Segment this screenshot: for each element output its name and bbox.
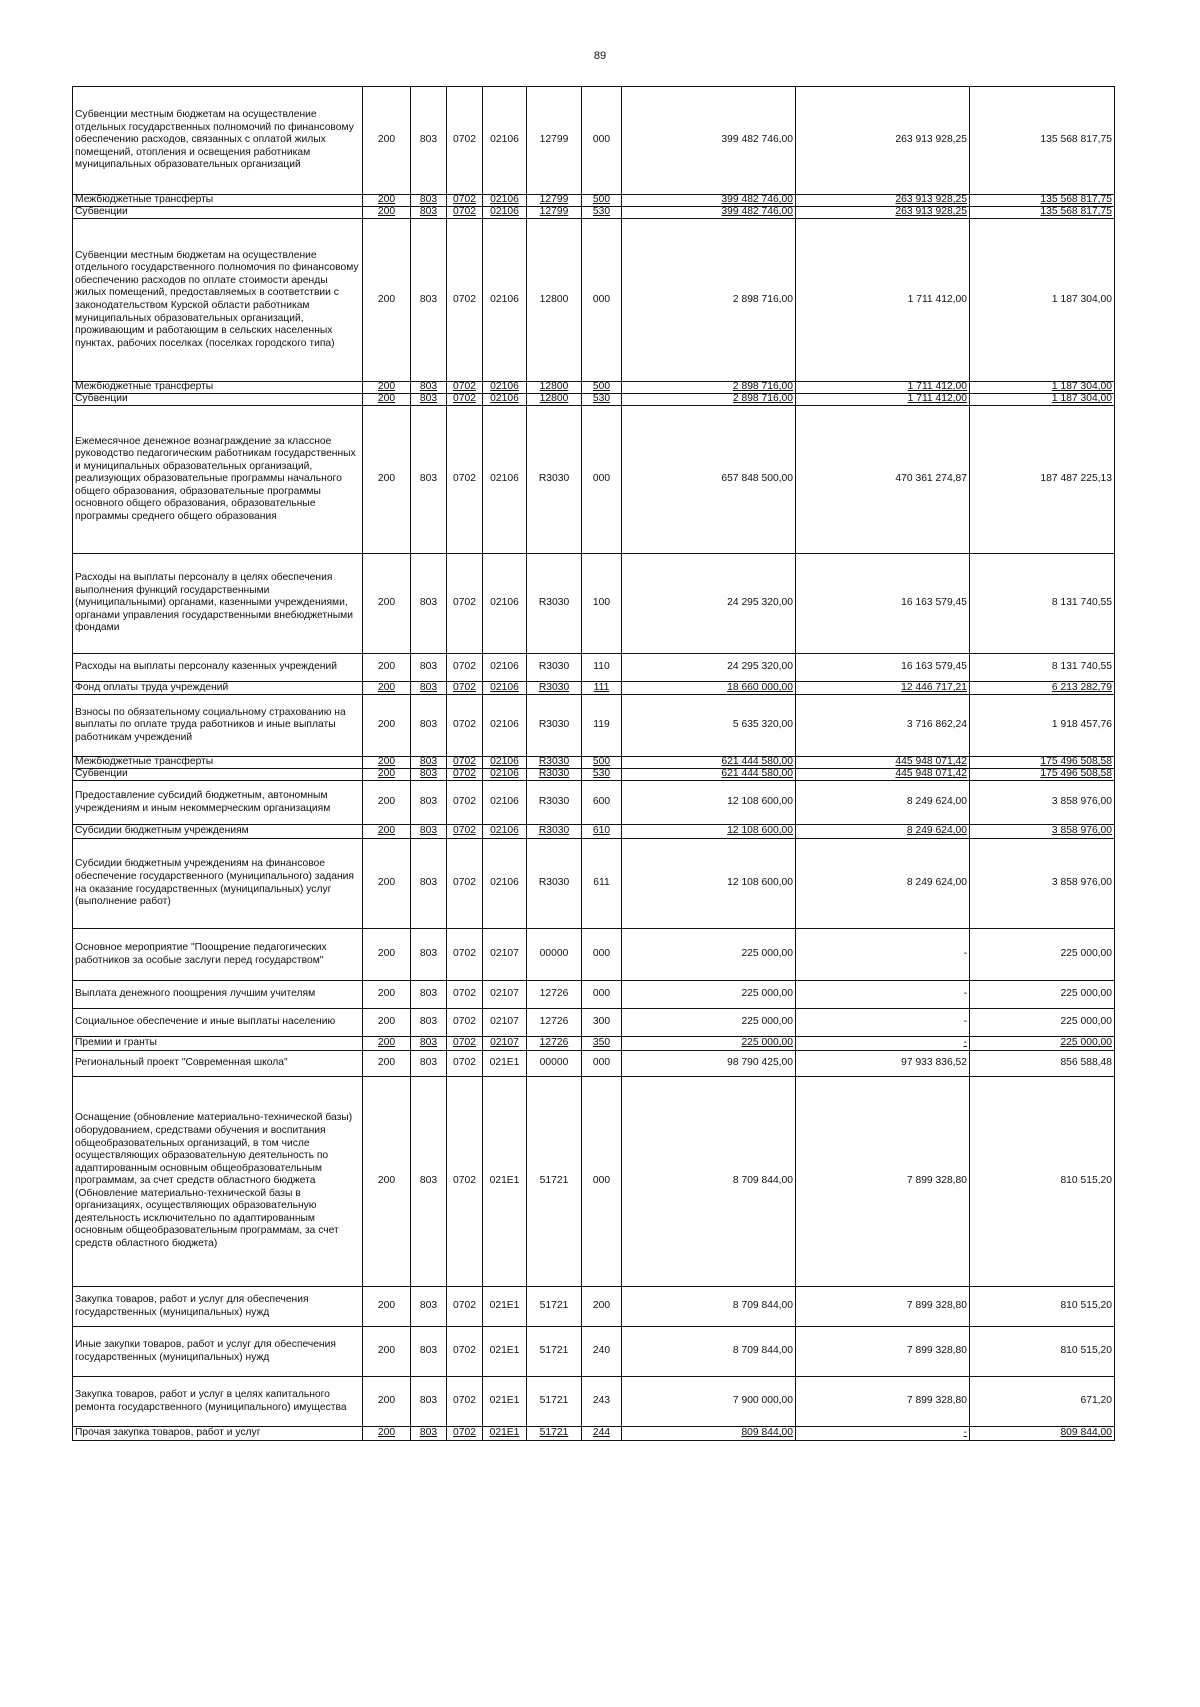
code-section: 0702 (447, 1077, 483, 1287)
table-row (73, 695, 1115, 757)
row-label: Региональный проект "Современная школа" (73, 1051, 363, 1077)
code-dept: 803 (411, 695, 447, 757)
code-program: 02106 (483, 406, 527, 554)
code-section: 0702 (447, 682, 483, 695)
amount-executed: 1 711 412,00 (796, 394, 970, 406)
code-dept: 803 (411, 1051, 447, 1077)
amount-remaining: 810 515,20 (970, 1327, 1115, 1377)
amount-executed: 263 913 928,25 (796, 87, 970, 195)
code-direction: R3030 (527, 769, 582, 781)
code-dept: 803 (411, 87, 447, 195)
amount-planned: 399 482 746,00 (622, 207, 796, 219)
code-expense-type: 530 (582, 207, 622, 219)
amount-executed: 263 913 928,25 (796, 207, 970, 219)
amount-executed: 1 711 412,00 (796, 219, 970, 382)
amount-remaining: 135 568 817,75 (970, 87, 1115, 195)
code-section: 0702 (447, 981, 483, 1009)
code-expense-type: 244 (582, 1427, 622, 1441)
code-dept: 803 (411, 769, 447, 781)
code-expense-type: 110 (582, 654, 622, 682)
code-direction: 12726 (527, 1009, 582, 1037)
code-direction: R3030 (527, 825, 582, 839)
code-expense-type: 500 (582, 195, 622, 207)
amount-executed: - (796, 1037, 970, 1051)
code-admin: 200 (363, 1427, 411, 1441)
code-section: 0702 (447, 1377, 483, 1427)
code-direction: 12799 (527, 87, 582, 195)
code-section: 0702 (447, 554, 483, 654)
amount-planned: 24 295 320,00 (622, 654, 796, 682)
table-row (73, 87, 1115, 195)
code-program: 02106 (483, 382, 527, 394)
code-admin: 200 (363, 695, 411, 757)
code-direction: R3030 (527, 654, 582, 682)
amount-remaining: 8 131 740,55 (970, 554, 1115, 654)
code-program: 021E1 (483, 1077, 527, 1287)
code-expense-type: 243 (582, 1377, 622, 1427)
budget-table (72, 86, 1115, 1441)
amount-planned: 225 000,00 (622, 1009, 796, 1037)
code-program: 02106 (483, 554, 527, 654)
table-row (73, 825, 1115, 839)
code-expense-type: 000 (582, 219, 622, 382)
code-admin: 200 (363, 1077, 411, 1287)
code-section: 0702 (447, 695, 483, 757)
amount-executed: 445 948 071,42 (796, 769, 970, 781)
amount-executed: 16 163 579,45 (796, 554, 970, 654)
code-admin: 200 (363, 87, 411, 195)
code-dept: 803 (411, 195, 447, 207)
code-program: 02106 (483, 219, 527, 382)
code-direction: R3030 (527, 781, 582, 825)
code-direction: R3030 (527, 406, 582, 554)
code-dept: 803 (411, 682, 447, 695)
code-direction: 51721 (527, 1377, 582, 1427)
row-label: Закупка товаров, работ и услуг в целях капитального ремонта государственного (муниципального) имущества (73, 1377, 363, 1427)
amount-remaining: 1 918 457,76 (970, 695, 1115, 757)
code-direction: 12800 (527, 382, 582, 394)
row-label: Субсидии бюджетным учреждениям на финансовое обеспечение государственного (муниципального) задания на оказание государственных (муниципальных) услуг (выполнение работ) (73, 839, 363, 929)
row-label: Ежемесячное денежное вознаграждение за классное руководство педагогическим работникам государственных и муниципальных образовательных организаций, реализующих образовательные программы начального общего образования, образовательные программы основного общего образования, образовательные программы среднего общего образования (73, 406, 363, 554)
code-dept: 803 (411, 1327, 447, 1377)
amount-remaining: 175 496 508,58 (970, 757, 1115, 769)
amount-planned: 225 000,00 (622, 929, 796, 981)
code-direction: 12726 (527, 1037, 582, 1051)
code-expense-type: 000 (582, 981, 622, 1009)
row-label: Субвенции (73, 769, 363, 781)
amount-planned: 2 898 716,00 (622, 394, 796, 406)
table-row (73, 382, 1115, 394)
code-direction: R3030 (527, 695, 582, 757)
code-admin: 200 (363, 839, 411, 929)
code-program: 02107 (483, 1037, 527, 1051)
code-program: 02106 (483, 87, 527, 195)
code-section: 0702 (447, 929, 483, 981)
code-admin: 200 (363, 1009, 411, 1037)
code-direction: 12800 (527, 394, 582, 406)
amount-executed: 445 948 071,42 (796, 757, 970, 769)
code-section: 0702 (447, 382, 483, 394)
code-admin: 200 (363, 1287, 411, 1327)
amount-planned: 2 898 716,00 (622, 219, 796, 382)
code-program: 021E1 (483, 1051, 527, 1077)
amount-planned: 98 790 425,00 (622, 1051, 796, 1077)
code-program: 02106 (483, 757, 527, 769)
table-row (73, 781, 1115, 825)
row-label: Основное мероприятие "Поощрение педагогических работников за особые заслуги перед государством" (73, 929, 363, 981)
table-row (73, 1327, 1115, 1377)
table-row (73, 654, 1115, 682)
code-admin: 200 (363, 219, 411, 382)
code-expense-type: 350 (582, 1037, 622, 1051)
code-expense-type: 119 (582, 695, 622, 757)
code-section: 0702 (447, 825, 483, 839)
code-section: 0702 (447, 219, 483, 382)
code-section: 0702 (447, 769, 483, 781)
code-direction: 12799 (527, 195, 582, 207)
code-dept: 803 (411, 394, 447, 406)
code-section: 0702 (447, 406, 483, 554)
code-program: 02107 (483, 1009, 527, 1037)
amount-executed: 8 249 624,00 (796, 781, 970, 825)
amount-executed: 97 933 836,52 (796, 1051, 970, 1077)
code-program: 02106 (483, 682, 527, 695)
table-row (73, 757, 1115, 769)
amount-executed: 7 899 328,80 (796, 1077, 970, 1287)
code-direction: R3030 (527, 839, 582, 929)
code-admin: 200 (363, 654, 411, 682)
code-direction: 12726 (527, 981, 582, 1009)
code-program: 021E1 (483, 1287, 527, 1327)
amount-executed: 16 163 579,45 (796, 654, 970, 682)
code-section: 0702 (447, 757, 483, 769)
code-direction: R3030 (527, 554, 582, 654)
amount-planned: 621 444 580,00 (622, 757, 796, 769)
row-label: Расходы на выплаты персоналу в целях обеспечения выполнения функций государственными (муниципальными) органами, казенными учреждениями, органами управления государственными внебюджетными фондами (73, 554, 363, 654)
amount-remaining: 856 588,48 (970, 1051, 1115, 1077)
code-admin: 200 (363, 781, 411, 825)
amount-planned: 7 900 000,00 (622, 1377, 796, 1427)
row-label: Субвенции местным бюджетам на осуществление отдельных государственных полномочий по финансовому обеспечению расходов, связанных с оплатой жилых помещений, отопления и освещения работникам муниципальных образовательных организаций (73, 87, 363, 195)
code-admin: 200 (363, 1037, 411, 1051)
amount-planned: 18 660 000,00 (622, 682, 796, 695)
amount-planned: 225 000,00 (622, 981, 796, 1009)
row-label: Фонд оплаты труда учреждений (73, 682, 363, 695)
table-row (73, 981, 1115, 1009)
code-section: 0702 (447, 1327, 483, 1377)
amount-planned: 621 444 580,00 (622, 769, 796, 781)
code-section: 0702 (447, 654, 483, 682)
code-expense-type: 100 (582, 554, 622, 654)
code-direction: 00000 (527, 929, 582, 981)
row-label: Субсидии бюджетным учреждениям (73, 825, 363, 839)
amount-planned: 8 709 844,00 (622, 1287, 796, 1327)
code-admin: 200 (363, 394, 411, 406)
code-section: 0702 (447, 195, 483, 207)
amount-planned: 2 898 716,00 (622, 382, 796, 394)
code-admin: 200 (363, 682, 411, 695)
code-expense-type: 610 (582, 825, 622, 839)
amount-remaining: 3 858 976,00 (970, 781, 1115, 825)
code-section: 0702 (447, 1009, 483, 1037)
code-direction: R3030 (527, 682, 582, 695)
code-dept: 803 (411, 406, 447, 554)
code-program: 02106 (483, 695, 527, 757)
row-label: Предоставление субсидий бюджетным, автономным учреждениям и иным некоммерческим организациям (73, 781, 363, 825)
code-program: 02107 (483, 929, 527, 981)
code-expense-type: 600 (582, 781, 622, 825)
code-admin: 200 (363, 825, 411, 839)
amount-remaining: 135 568 817,75 (970, 195, 1115, 207)
amount-remaining: 3 858 976,00 (970, 839, 1115, 929)
code-direction: 51721 (527, 1427, 582, 1441)
row-label: Субвенции местным бюджетам на осуществление отдельного государственного полномочия по финансовому обеспечению расходов по оплате стоимости аренды жилых помещений, предоставляемых в соответствии с законодательством Курской области работникам муниципальных образовательных организаций, проживающим и работающим в сельских населенных пунктах, рабочих поселках (поселках городского типа) (73, 219, 363, 382)
table-row (73, 1051, 1115, 1077)
amount-planned: 12 108 600,00 (622, 825, 796, 839)
code-section: 0702 (447, 394, 483, 406)
code-direction: 51721 (527, 1327, 582, 1377)
code-expense-type: 000 (582, 1051, 622, 1077)
amount-executed: - (796, 1009, 970, 1037)
amount-executed: 7 899 328,80 (796, 1327, 970, 1377)
amount-planned: 809 844,00 (622, 1427, 796, 1441)
code-admin: 200 (363, 1377, 411, 1427)
code-expense-type: 500 (582, 757, 622, 769)
amount-remaining: 175 496 508,58 (970, 769, 1115, 781)
amount-remaining: 3 858 976,00 (970, 825, 1115, 839)
table-row (73, 195, 1115, 207)
code-dept: 803 (411, 981, 447, 1009)
code-section: 0702 (447, 1051, 483, 1077)
code-expense-type: 000 (582, 929, 622, 981)
amount-planned: 8 709 844,00 (622, 1327, 796, 1377)
code-program: 02106 (483, 781, 527, 825)
amount-planned: 399 482 746,00 (622, 87, 796, 195)
code-program: 02106 (483, 839, 527, 929)
row-label: Премии и гранты (73, 1037, 363, 1051)
code-dept: 803 (411, 1427, 447, 1441)
amount-remaining: 1 187 304,00 (970, 382, 1115, 394)
amount-remaining: 225 000,00 (970, 1037, 1115, 1051)
amount-remaining: 810 515,20 (970, 1077, 1115, 1287)
code-expense-type: 530 (582, 394, 622, 406)
table-row (73, 682, 1115, 695)
amount-executed: 7 899 328,80 (796, 1377, 970, 1427)
code-direction: 51721 (527, 1287, 582, 1327)
code-admin: 200 (363, 195, 411, 207)
amount-executed: - (796, 1427, 970, 1441)
amount-executed: 8 249 624,00 (796, 825, 970, 839)
amount-executed: - (796, 929, 970, 981)
table-row (73, 1037, 1115, 1051)
amount-executed: 3 716 862,24 (796, 695, 970, 757)
code-section: 0702 (447, 87, 483, 195)
amount-planned: 12 108 600,00 (622, 781, 796, 825)
code-program: 021E1 (483, 1377, 527, 1427)
row-label: Межбюджетные трансферты (73, 382, 363, 394)
code-dept: 803 (411, 1037, 447, 1051)
code-dept: 803 (411, 382, 447, 394)
code-dept: 803 (411, 757, 447, 769)
code-program: 02106 (483, 394, 527, 406)
code-expense-type: 000 (582, 1077, 622, 1287)
table-row (73, 1009, 1115, 1037)
row-label: Межбюджетные трансферты (73, 195, 363, 207)
code-expense-type: 240 (582, 1327, 622, 1377)
amount-planned: 12 108 600,00 (622, 839, 796, 929)
amount-executed: 1 711 412,00 (796, 382, 970, 394)
row-label: Субвенции (73, 207, 363, 219)
amount-remaining: 809 844,00 (970, 1427, 1115, 1441)
code-program: 02106 (483, 207, 527, 219)
amount-planned: 5 635 320,00 (622, 695, 796, 757)
code-admin: 200 (363, 981, 411, 1009)
code-section: 0702 (447, 1037, 483, 1051)
code-admin: 200 (363, 929, 411, 981)
table-row (73, 1377, 1115, 1427)
code-section: 0702 (447, 839, 483, 929)
code-dept: 803 (411, 1377, 447, 1427)
code-expense-type: 111 (582, 682, 622, 695)
amount-remaining: 671,20 (970, 1377, 1115, 1427)
amount-planned: 657 848 500,00 (622, 406, 796, 554)
code-expense-type: 530 (582, 769, 622, 781)
row-label: Взносы по обязательному социальному страхованию на выплаты по оплате труда работников и иные выплаты работникам учреждений (73, 695, 363, 757)
amount-remaining: 8 131 740,55 (970, 654, 1115, 682)
code-expense-type: 611 (582, 839, 622, 929)
code-section: 0702 (447, 781, 483, 825)
code-expense-type: 300 (582, 1009, 622, 1037)
code-expense-type: 000 (582, 87, 622, 195)
code-expense-type: 200 (582, 1287, 622, 1327)
code-expense-type: 500 (582, 382, 622, 394)
amount-remaining: 225 000,00 (970, 929, 1115, 981)
code-admin: 200 (363, 1327, 411, 1377)
table-row (73, 394, 1115, 406)
code-dept: 803 (411, 929, 447, 981)
code-admin: 200 (363, 382, 411, 394)
row-label: Межбюджетные трансферты (73, 757, 363, 769)
code-admin: 200 (363, 1051, 411, 1077)
row-label: Выплата денежного поощрения лучшим учителям (73, 981, 363, 1009)
code-direction: 12800 (527, 219, 582, 382)
amount-remaining: 225 000,00 (970, 1009, 1115, 1037)
amount-executed: - (796, 981, 970, 1009)
code-admin: 200 (363, 406, 411, 554)
code-program: 02106 (483, 654, 527, 682)
row-label: Социальное обеспечение и иные выплаты населению (73, 1009, 363, 1037)
code-admin: 200 (363, 757, 411, 769)
amount-remaining: 135 568 817,75 (970, 207, 1115, 219)
code-dept: 803 (411, 554, 447, 654)
code-dept: 803 (411, 654, 447, 682)
code-dept: 803 (411, 219, 447, 382)
code-admin: 200 (363, 207, 411, 219)
row-label: Субвенции (73, 394, 363, 406)
code-expense-type: 000 (582, 406, 622, 554)
code-direction: 51721 (527, 1077, 582, 1287)
code-admin: 200 (363, 554, 411, 654)
amount-planned: 225 000,00 (622, 1037, 796, 1051)
code-direction: 00000 (527, 1051, 582, 1077)
row-label: Закупка товаров, работ и услуг для обеспечения государственных (муниципальных) нужд (73, 1287, 363, 1327)
table-row (73, 769, 1115, 781)
amount-executed: 470 361 274,87 (796, 406, 970, 554)
amount-remaining: 1 187 304,00 (970, 219, 1115, 382)
row-label: Иные закупки товаров, работ и услуг для обеспечения государственных (муниципальных) нужд (73, 1327, 363, 1377)
code-direction: 12799 (527, 207, 582, 219)
amount-planned: 399 482 746,00 (622, 195, 796, 207)
amount-executed: 8 249 624,00 (796, 839, 970, 929)
table-row (73, 929, 1115, 981)
amount-remaining: 187 487 225,13 (970, 406, 1115, 554)
code-section: 0702 (447, 1427, 483, 1441)
table-row (73, 406, 1115, 554)
code-dept: 803 (411, 207, 447, 219)
code-dept: 803 (411, 781, 447, 825)
table-row (73, 554, 1115, 654)
row-label: Расходы на выплаты персоналу казенных учреждений (73, 654, 363, 682)
amount-planned: 24 295 320,00 (622, 554, 796, 654)
code-dept: 803 (411, 1287, 447, 1327)
amount-executed: 12 446 717,21 (796, 682, 970, 695)
code-section: 0702 (447, 207, 483, 219)
page-number: 89 (593, 50, 607, 62)
table-row (73, 1287, 1115, 1327)
code-dept: 803 (411, 1009, 447, 1037)
code-program: 02107 (483, 981, 527, 1009)
code-program: 021E1 (483, 1327, 527, 1377)
code-section: 0702 (447, 1287, 483, 1327)
code-program: 02106 (483, 769, 527, 781)
table-row (73, 207, 1115, 219)
amount-executed: 7 899 328,80 (796, 1287, 970, 1327)
table-row (73, 219, 1115, 382)
code-direction: R3030 (527, 757, 582, 769)
amount-remaining: 1 187 304,00 (970, 394, 1115, 406)
code-dept: 803 (411, 839, 447, 929)
code-program: 02106 (483, 195, 527, 207)
code-dept: 803 (411, 825, 447, 839)
table-row (73, 1427, 1115, 1441)
row-label: Прочая закупка товаров, работ и услуг (73, 1427, 363, 1441)
code-program: 02106 (483, 825, 527, 839)
code-admin: 200 (363, 769, 411, 781)
amount-remaining: 6 213 282,79 (970, 682, 1115, 695)
table-row (73, 839, 1115, 929)
code-program: 021E1 (483, 1427, 527, 1441)
row-label: Оснащение (обновление материально-технической базы) оборудованием, средствами обучения и воспитания общеобразовательных организаций, в том числе осуществляющих образовательную деятельность по адаптированным основным общеобразовательным программам, за счет средств областного бюджета (Обновление материально-технической базы в организациях, осуществляющих образовательную деятельность исключительно по адаптированным основным общеобразовательным программам, за счет средств областного бюджета) (73, 1077, 363, 1287)
amount-remaining: 810 515,20 (970, 1287, 1115, 1327)
amount-remaining: 225 000,00 (970, 981, 1115, 1009)
table-row (73, 1077, 1115, 1287)
amount-executed: 263 913 928,25 (796, 195, 970, 207)
amount-planned: 8 709 844,00 (622, 1077, 796, 1287)
code-dept: 803 (411, 1077, 447, 1287)
